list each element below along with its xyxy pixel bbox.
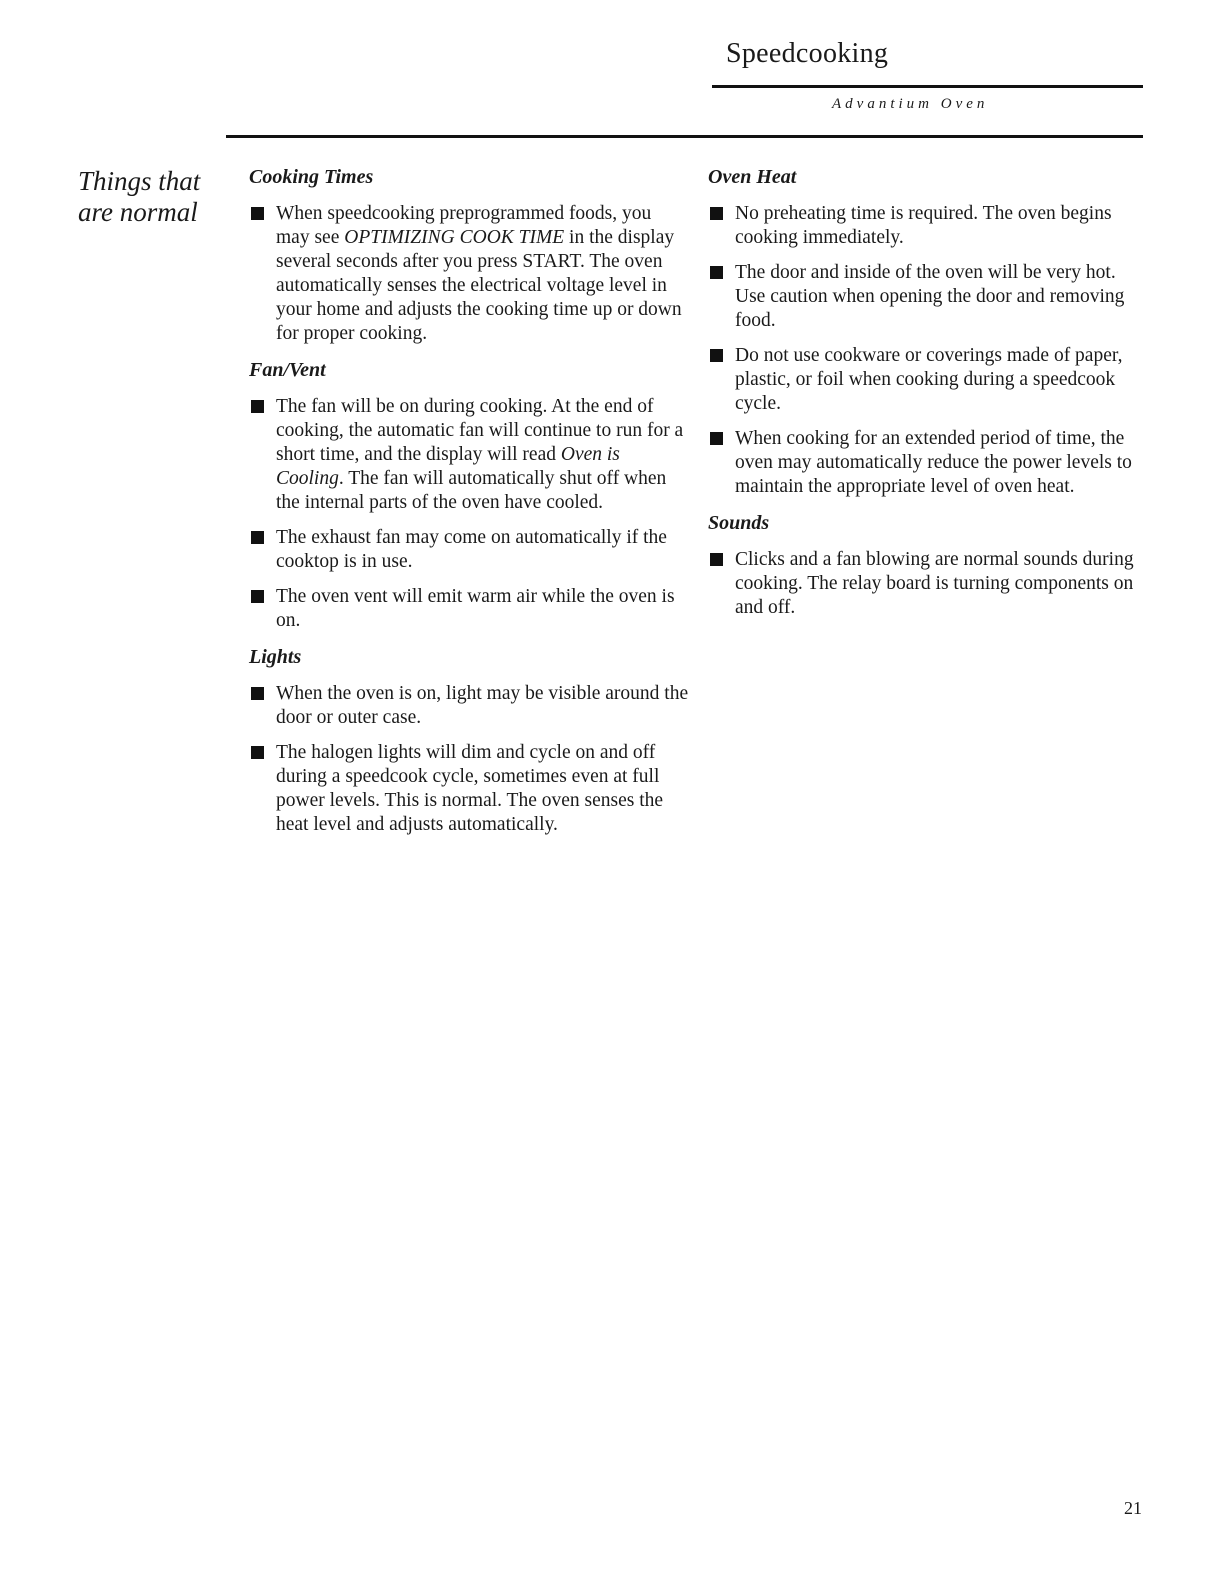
bullet-list — [249, 682, 689, 837]
bullet-square-icon — [251, 687, 264, 700]
list-item — [249, 202, 689, 346]
bullet-square-icon — [710, 432, 723, 445]
bullet-square-icon — [710, 349, 723, 362]
bullet-list — [708, 202, 1148, 499]
section-oven-heat — [708, 164, 1148, 499]
section-rule — [226, 135, 1143, 138]
page-title: Speedcooking — [726, 38, 889, 69]
bullet-list — [249, 395, 689, 633]
bullet-list — [249, 202, 689, 346]
bullet-square-icon — [251, 400, 264, 413]
bullet-list — [708, 548, 1148, 620]
page-number: 21 — [1124, 1498, 1142, 1518]
list-item — [708, 427, 1148, 499]
list-item — [708, 344, 1148, 416]
section-fan-vent — [249, 357, 689, 633]
item-text: When speedcooking preprogrammed foods, you may see — [276, 203, 652, 248]
list-item — [249, 585, 689, 633]
bullet-square-icon — [251, 746, 264, 759]
item-text: Clicks and a fan blowing are normal sounds during cooking. The relay board is turning components on and off. — [735, 549, 1134, 618]
list-item — [708, 202, 1148, 250]
item-text: Do not use cookware or coverings made of paper, plastic, or foil when cooking during a speedcook cycle. — [735, 345, 1123, 414]
bullet-square-icon — [251, 590, 264, 603]
side-heading-line-2: are normal — [78, 197, 198, 227]
item-text: The fan will be on during cooking. At the end of cooking, the automatic fan will continue to run for a short time, and the display will read — [276, 396, 684, 465]
list-item — [249, 682, 689, 730]
item-text: The exhaust fan may come on automatically if the cooktop is in use. — [276, 527, 667, 572]
display-message: Oven is Cooling — [276, 444, 620, 489]
bullet-square-icon — [710, 266, 723, 279]
item-text: . The fan will automatically shut off when the internal parts of the oven have cooled. — [276, 468, 667, 513]
section-title: Oven Heat — [708, 166, 797, 188]
item-text: The oven vent will emit warm air while the oven is on. — [276, 586, 675, 631]
section-sounds — [708, 510, 1148, 620]
left-column — [249, 164, 689, 848]
header-rule — [712, 85, 1143, 88]
list-item — [249, 741, 689, 837]
section-title: Sounds — [708, 512, 770, 534]
list-item — [708, 261, 1148, 333]
item-text: When the oven is on, light may be visible around the door or outer case. — [276, 683, 689, 728]
side-heading — [78, 166, 228, 228]
page-subtitle: Advantium Oven — [832, 96, 989, 112]
item-text: No preheating time is required. The oven begins cooking immediately. — [735, 203, 1112, 248]
item-text: The halogen lights will dim and cycle on and off during a speedcook cycle, sometimes even at full power levels. This is normal. The oven senses the heat level and adjusts automatically. — [276, 742, 664, 835]
bullet-square-icon — [710, 553, 723, 566]
item-text: The door and inside of the oven will be very hot. Use caution when opening the door and removing food. — [735, 262, 1125, 331]
section-cooking-times — [249, 164, 689, 346]
section-lights — [249, 644, 689, 837]
bullet-square-icon — [251, 531, 264, 544]
section-title: Lights — [249, 646, 302, 668]
list-item — [249, 526, 689, 574]
section-title: Fan/Vent — [249, 359, 326, 381]
list-item — [249, 395, 689, 515]
list-item — [708, 548, 1148, 620]
display-message: OPTIMIZING COOK TIME — [344, 227, 565, 248]
item-text: When cooking for an extended period of time, the oven may automatically reduce the power levels to maintain the appropriate level of oven heat. — [735, 428, 1132, 497]
side-heading-line-1: Things that — [78, 166, 201, 196]
section-title: Cooking Times — [249, 166, 374, 188]
bullet-square-icon — [710, 207, 723, 220]
item-text: in the display several seconds after you press START. The oven automatically senses the electrical voltage level in your home and adjusts the cooking time up or down for proper cooking. — [276, 227, 682, 344]
bullet-square-icon — [251, 207, 264, 220]
right-column — [708, 164, 1148, 631]
